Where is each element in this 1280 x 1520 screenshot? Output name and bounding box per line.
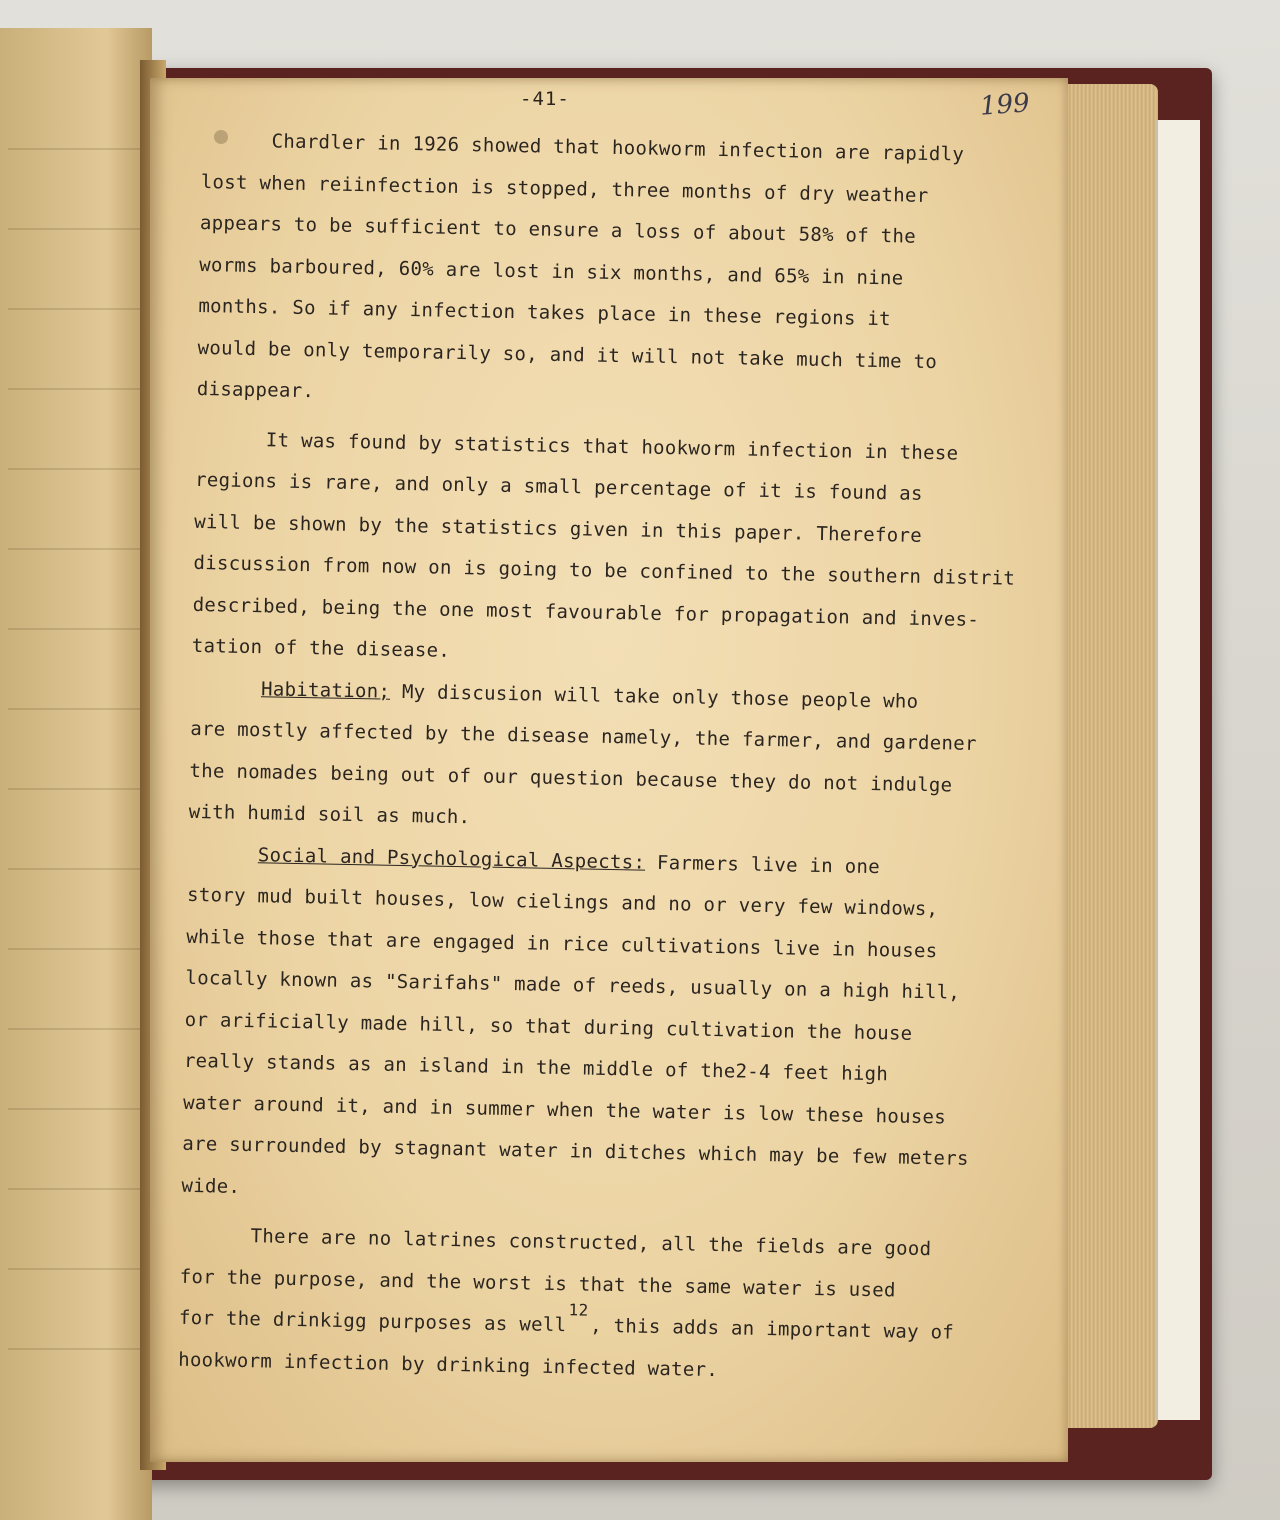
text-line: really stands as an island in the middle of the2-4 feet high (183, 1049, 889, 1086)
ghost-text-line (8, 788, 148, 790)
ghost-text-line (8, 148, 148, 150)
text-line: would be only temporarily so, and it will not take much time to (197, 336, 938, 373)
ghost-text-line (8, 708, 148, 710)
ghost-text-line (8, 1108, 148, 1110)
text-line: the nomades being out of our question because they do not indulge (189, 759, 953, 797)
text-line: There are no latrines constructed, all the fields are good (250, 1225, 932, 1261)
ghost-text-line (8, 628, 148, 630)
text-line: described, being the one most favourable for propagation and inves- (192, 593, 980, 631)
text-line: with humid soil as much. (188, 800, 471, 829)
text-line: regions is rare, and only a small percentage of it is found as (194, 468, 923, 505)
ghost-text-line (8, 948, 148, 950)
ghost-text-line (8, 1028, 148, 1030)
text-line: will be shown by the statistics given in this paper. Therefore (194, 510, 923, 547)
text-line: or arificially made hill, so that during cultivation the house (184, 1008, 913, 1045)
ghost-text-line (8, 228, 148, 230)
ghost-text-line (8, 1348, 148, 1350)
text-line: story mud built houses, low cielings and no or very few windows, (186, 883, 939, 921)
heading-line-rest: Farmers live in one (645, 851, 881, 878)
page-number: -41- (520, 88, 570, 110)
text-line: It was found by statistics that hookworm infection in these (265, 428, 959, 465)
body-text (178, 120, 1062, 1397)
ghost-text-line (8, 468, 148, 470)
left-page (0, 28, 152, 1520)
ghost-text-line (8, 388, 148, 390)
text-line: months. So if any infection takes place in these regions it (198, 294, 892, 331)
text-line: Chardler in 1926 showed that hookworm infection are rapidly (271, 130, 965, 166)
text-line: are mostly affected by the disease namely, the farmer, and gardener (190, 717, 977, 755)
handwritten-folio: 199 (979, 88, 1031, 122)
endpaper (1156, 120, 1200, 1420)
ghost-text-line (8, 1188, 148, 1190)
footnote-line-end: , this adds an important way of (589, 1314, 955, 1344)
text-line: are surrounded by stagnant water in ditches which may be few meters (182, 1132, 969, 1170)
page-edges (1060, 84, 1158, 1428)
text-line: for the purpose, and the worst is that the same water is used (179, 1265, 896, 1302)
ghost-text-line (8, 308, 148, 310)
footnote-reference: 12 (568, 1300, 589, 1320)
typed-page (150, 78, 1068, 1462)
text-line: locally known as "Sarifahs" made of reeds, usually on a high hill, (185, 966, 961, 1004)
text-line: discussion from now on is going to be confined to the southern distrit (193, 551, 1016, 590)
text-line: hookworm infection by drinking infected water. (177, 1348, 719, 1381)
text-line: lost when reiinfection is stopped, three months of dry weather (200, 170, 929, 207)
footnote-line-start: for the drinkigg purposes as well (178, 1306, 567, 1337)
section-heading-habitation: Habitation; (260, 677, 391, 703)
ghost-text-line (8, 548, 148, 550)
text-line: worms barboured, 60% are lost in six months, and 65% in nine (199, 253, 904, 289)
text-line: wide. (181, 1174, 241, 1198)
text-line: disappear. (196, 377, 315, 403)
text-line: appears to be sufficient to ensure a loss of about 58% of the (199, 211, 917, 248)
text-line: water around it, and in summer when the water is low these houses (182, 1091, 947, 1128)
text-line: tation of the disease. (191, 634, 451, 662)
ghost-text-line (8, 868, 148, 870)
text-line: while those that are engaged in rice cultivations live in houses (186, 925, 938, 962)
heading-line-rest: My discusion will take only those people who (389, 680, 919, 713)
section-heading-social: Social and Psychological Aspects: (257, 843, 646, 874)
ghost-text-line (8, 1268, 148, 1270)
